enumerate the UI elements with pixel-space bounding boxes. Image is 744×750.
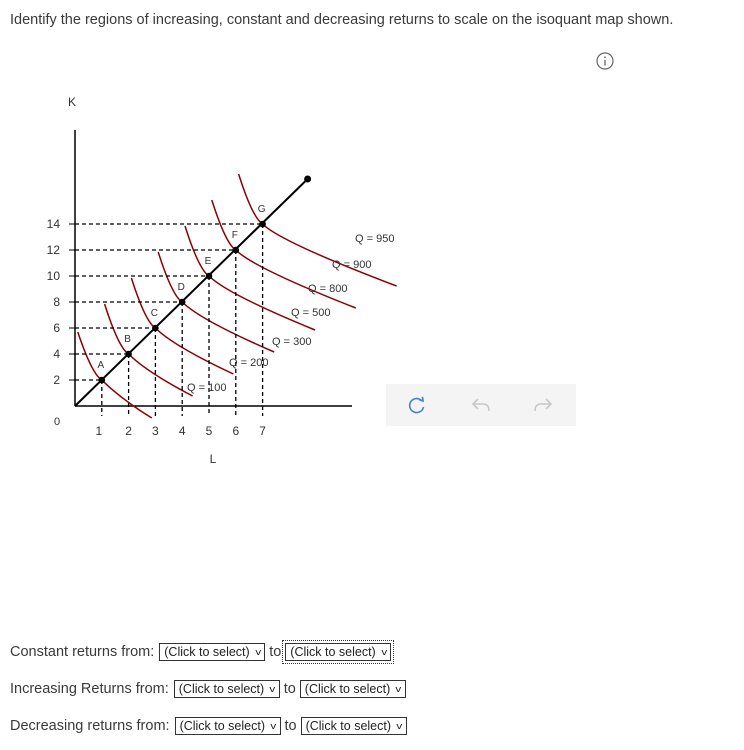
y-tick-label: 14 <box>46 217 60 231</box>
to-label: to <box>269 644 282 660</box>
chevron-down-icon: v <box>396 721 403 731</box>
isoquant-curve <box>78 332 152 418</box>
point-label: F <box>231 230 238 241</box>
increasing-from-select[interactable]: (Click to select) v <box>174 680 280 698</box>
point-label: E <box>204 256 212 267</box>
isoquant-label: Q = 500 <box>291 307 331 319</box>
chevron-down-icon: v <box>255 647 261 657</box>
origin-label: 0 <box>53 416 61 428</box>
y-axis-label: K <box>67 95 77 109</box>
expansion-point <box>179 299 186 306</box>
increasing-returns-row <box>10 680 406 698</box>
constant-from-select[interactable]: (Click to select) v <box>159 643 265 661</box>
chevron-down-icon: v <box>381 647 387 657</box>
constant-returns-label: Constant returns from: <box>10 644 155 660</box>
constant-to-select[interactable]: (Click to select) v <box>285 643 391 661</box>
y-tick-label: 2 <box>53 373 60 387</box>
expansion-point <box>152 325 159 332</box>
isoquant-label: Q = 100 <box>187 382 227 394</box>
isoquant-label: Q = 800 <box>308 283 348 295</box>
x-tick-label: 7 <box>259 424 266 438</box>
x-tick-label: 6 <box>232 424 240 438</box>
y-tick-label: 6 <box>53 321 60 335</box>
point-label: A <box>97 360 105 371</box>
graph-toolbar <box>386 384 576 426</box>
y-tick-label: 8 <box>53 295 60 309</box>
isoquant-label: Q = 900 <box>332 259 372 271</box>
y-tick-label: 4 <box>53 347 60 361</box>
expansion-path-endpoint <box>304 176 311 183</box>
expansion-point <box>259 221 266 228</box>
y-tick-label: 12 <box>46 243 60 257</box>
y-tick-label: 10 <box>46 269 60 283</box>
info-icon[interactable] <box>596 52 614 70</box>
x-tick-label: 3 <box>152 424 159 438</box>
x-axis-label: L <box>209 452 217 466</box>
decreasing-from-select[interactable]: (Click to select) v <box>175 717 281 735</box>
increasing-to-select[interactable]: (Click to select) v <box>300 680 406 698</box>
to-label: to <box>283 681 296 697</box>
question-text: Identify the regions of increasing, constant and decreasing returns to scale on the isoquant map shown. <box>10 12 674 28</box>
chevron-down-icon: v <box>269 684 276 694</box>
x-tick-label: 4 <box>178 424 186 438</box>
decreasing-returns-label: Decreasing returns from: <box>10 718 170 734</box>
isoquant-label: Q = 950 <box>355 233 395 245</box>
expansion-point <box>233 247 240 254</box>
isoquant-map <box>0 80 440 480</box>
reset-icon[interactable] <box>405 393 429 417</box>
point-label: C <box>150 308 159 319</box>
expansion-path-line <box>75 179 308 406</box>
chevron-down-icon: v <box>270 721 277 731</box>
redo-icon[interactable] <box>531 393 555 417</box>
expansion-point <box>125 351 132 358</box>
x-tick-label: 2 <box>125 424 132 438</box>
decreasing-to-select[interactable]: (Click to select) v <box>301 717 407 735</box>
point-label: D <box>177 282 185 293</box>
point-label: B <box>124 334 131 345</box>
isoquant-label: Q = 200 <box>229 357 269 369</box>
increasing-returns-label: Increasing Returns from: <box>10 681 169 697</box>
undo-icon[interactable] <box>469 393 493 417</box>
point-label: G <box>257 204 266 215</box>
decreasing-returns-row <box>10 717 407 735</box>
expansion-point <box>99 377 106 384</box>
isoquant-curve <box>105 304 193 396</box>
to-label: to <box>284 718 297 734</box>
expansion-point <box>206 273 213 280</box>
x-tick-label: 1 <box>95 424 103 438</box>
isoquant-label: Q = 300 <box>272 336 312 348</box>
chevron-down-icon: v <box>395 684 402 694</box>
constant-returns-row <box>10 643 391 661</box>
x-tick-label: 5 <box>205 424 213 438</box>
